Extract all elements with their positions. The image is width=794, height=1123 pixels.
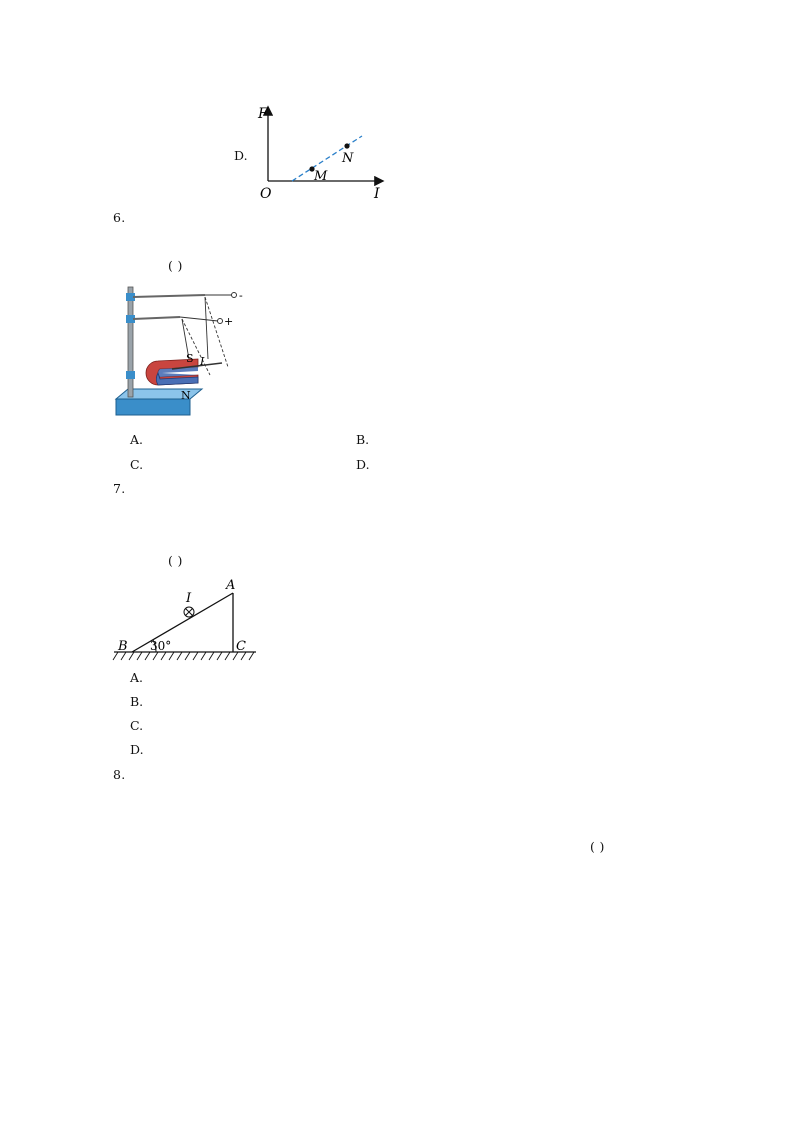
q6-answer-blank: ( ) xyxy=(168,258,183,273)
q8-number: 8. xyxy=(113,767,126,782)
origin-label: O xyxy=(260,186,272,200)
point-n-label: N xyxy=(342,151,354,166)
label-b: B xyxy=(118,639,128,654)
incline-surface xyxy=(132,593,233,652)
terminal-plus: + xyxy=(224,315,234,328)
ground-hatching xyxy=(113,652,254,660)
q6-option-a-letter[interactable]: A. xyxy=(130,432,144,447)
q6-option-c-letter[interactable]: C. xyxy=(130,457,144,472)
q6-figure-magnet-apparatus xyxy=(110,283,250,423)
q7-number: 7. xyxy=(113,481,126,496)
q6-option-d-letter[interactable]: D. xyxy=(356,457,370,472)
q7-figure-incline xyxy=(110,574,260,664)
label-a: A xyxy=(226,578,236,593)
point-n xyxy=(344,143,349,148)
label-c: C xyxy=(236,639,246,654)
q6-option-b-letter[interactable]: B. xyxy=(356,432,370,447)
label-s: S xyxy=(186,352,194,365)
x-axis-label: I xyxy=(374,186,380,200)
q7-option-a-letter[interactable]: A. xyxy=(130,670,144,685)
stand-base xyxy=(116,399,190,415)
y-axis-label: F xyxy=(258,106,268,122)
q5-option-d-letter: D. xyxy=(234,148,248,163)
q8-answer-blank: ( ) xyxy=(590,839,605,854)
label-i: I xyxy=(200,355,205,368)
point-m-label: M xyxy=(314,169,328,184)
terminal-minus: - xyxy=(239,289,243,302)
label-n: N xyxy=(181,389,191,402)
label-i: I xyxy=(186,591,192,606)
q5-option-d-graph xyxy=(252,100,392,200)
q7-option-d-letter[interactable]: D. xyxy=(130,742,144,757)
q7-answer-blank: ( ) xyxy=(168,553,183,568)
stand-rod xyxy=(128,287,133,397)
angle-label: 30° xyxy=(150,639,172,653)
q6-number: 6. xyxy=(113,210,126,225)
q7-option-b-letter[interactable]: B. xyxy=(130,694,144,709)
q7-option-c-letter[interactable]: C. xyxy=(130,718,144,733)
